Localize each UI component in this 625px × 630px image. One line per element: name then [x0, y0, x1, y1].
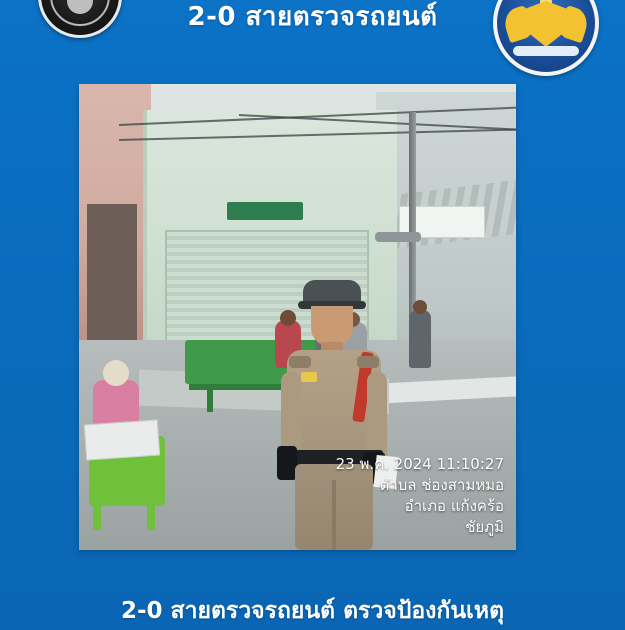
- officer-shoulder-board: [289, 356, 311, 368]
- officer-shoulder-board: [357, 356, 379, 368]
- officer-name-badge: [301, 372, 317, 382]
- page-title: 2-0 สายตรวจรถยนต์: [187, 2, 438, 32]
- timestamp-subdistrict: ตำบล ช่องสามหมอ: [379, 476, 504, 494]
- photo-frame: [79, 84, 516, 550]
- standing-bystander-head: [413, 300, 427, 314]
- royal-thai-police-crest-icon: [493, 0, 599, 76]
- footer-caption: 2-0 สายตรวจรถยนต์ ตรวจป้องกันเหตุ: [120, 598, 505, 624]
- crest-banner: [513, 46, 579, 56]
- poster-header: [0, 0, 625, 56]
- chair-legs: [93, 496, 155, 530]
- officer-belt-pouch: [277, 446, 297, 480]
- vendor-tray: [84, 419, 160, 460]
- street-patrol-photo: [79, 84, 516, 550]
- crest-shield: [524, 1, 568, 47]
- photo-timestamp-overlay: [336, 454, 504, 538]
- timestamp-datetime: 23 พ.ค. 2024 11:10:27: [335, 455, 504, 473]
- seated-vendor-head: [103, 360, 129, 386]
- street-lamp-fixture: [375, 232, 421, 242]
- officer-face: [311, 306, 353, 346]
- green-shop-sign: [227, 202, 303, 220]
- standing-bystander: [409, 310, 431, 368]
- timestamp-province: ชัยภูมิ: [465, 518, 504, 536]
- left-building-doorway: [87, 204, 137, 354]
- timestamp-district: อำเภอ แก้งคร้อ: [404, 497, 504, 515]
- crest-disc: [493, 0, 599, 76]
